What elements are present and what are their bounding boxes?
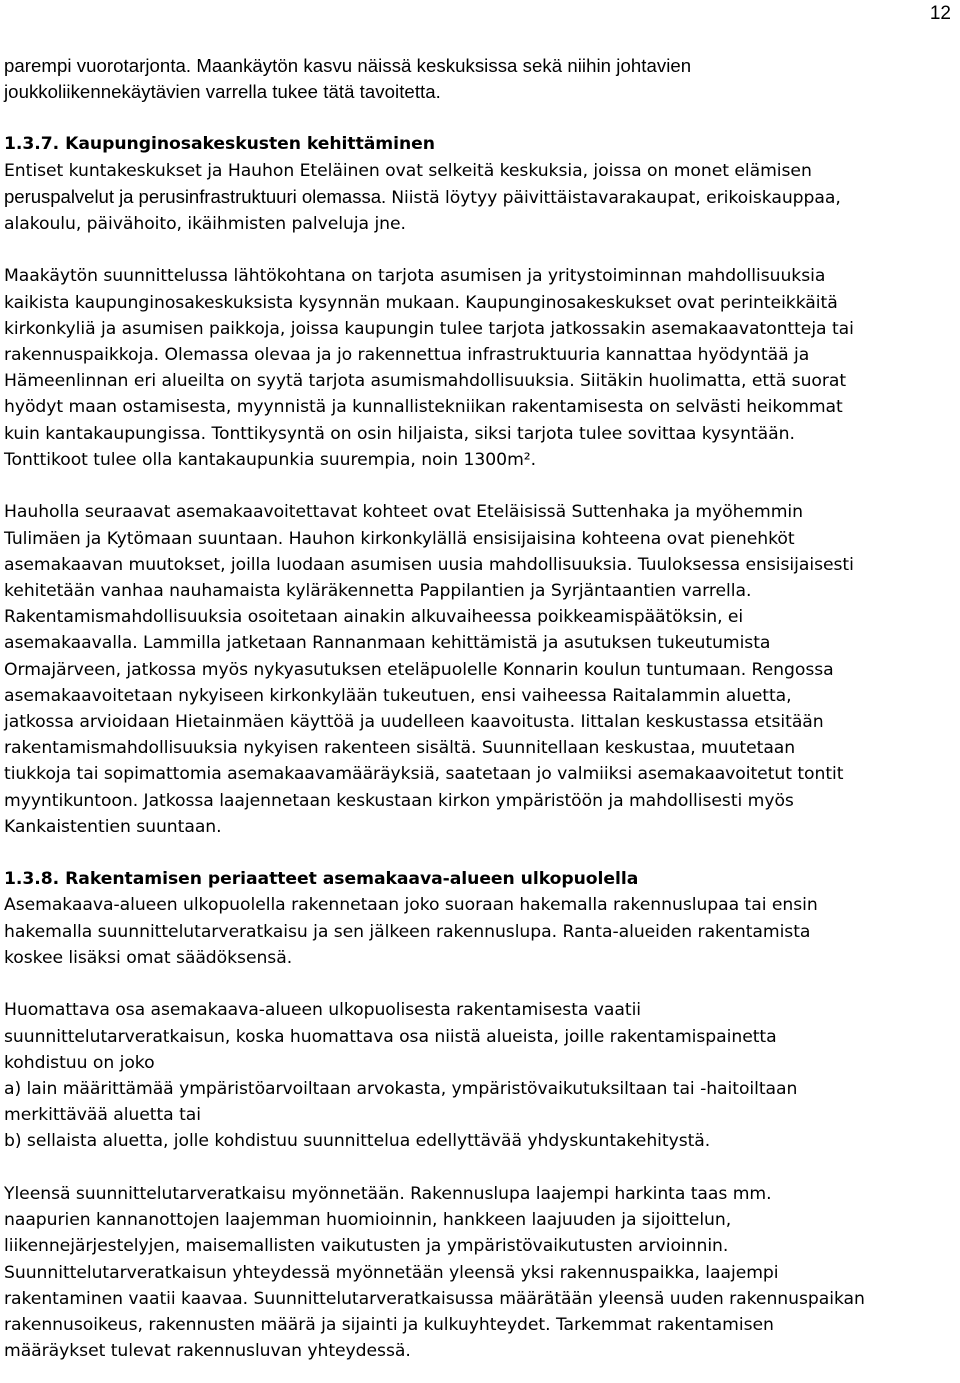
text-line: kehitetään vanhaa nauhamaista kyläräkennetta Pappilantien ja Syrjäntaantien varrella. bbox=[4, 580, 752, 601]
text-line: kaikista kaupunginosakeskuksista kysynnän mukaan. Kaupunginosakeskukset ovat perinteikkäitä bbox=[4, 292, 838, 313]
text-line: liikennejärjestelyjen, maisemallisten vaikutusten ja ympäristövaikutusten arvioinnin. bbox=[4, 1236, 729, 1257]
text-line: Tonttikoot tulee olla kantakaupunkia suurempia, noin 1300m². bbox=[4, 449, 537, 470]
text-line: Kankaistentien suuntaan. bbox=[4, 816, 222, 837]
document-body bbox=[4, 53, 960, 1364]
section-1-3-8 bbox=[4, 866, 960, 1364]
text-line: kuin kantakaupungissa. Tonttikysyntä on osin hiljaista, siksi tarjota tulee sovittaa kysyntään. bbox=[4, 423, 795, 444]
intro-paragraph bbox=[4, 53, 960, 105]
text-line: joukkoliikennekäytävien varrella tukee tätä tavoitetta. bbox=[4, 81, 441, 102]
list-item: b) sellaista aluetta, jolle kohdistuu suunnittelua edellyttävää yhdyskuntakehitystä. bbox=[4, 1131, 711, 1152]
text-line: Rakentamismahdollisuuksia osoitetaan ainakin alkuvaiheessa poikkeamispäätöksin, ei bbox=[4, 607, 744, 628]
text-line: kirkonkyliä ja asumisen paikkoja, joissa kaupungin tulee tarjota jatkossakin asemakaavatontteja tai bbox=[4, 318, 854, 339]
paragraph bbox=[4, 263, 960, 473]
section-heading bbox=[4, 131, 960, 157]
text-line: Yleensä suunnittelutarveratkaisu myönnetään. Rakennuslupa laajempi harkinta taas mm. bbox=[4, 1183, 772, 1204]
paragraph bbox=[4, 499, 960, 840]
list-item: a) lain määrittämää ympäristöarvoiltaan arvokasta, ympäristövaikutuksiltaan tai -haitoiltaan bbox=[4, 1078, 798, 1099]
text-line: Hämeenlinnan eri alueilta on syytä tarjota asumismahdollisuuksia. Siitäkin huolimatta, että suorat bbox=[4, 371, 847, 392]
text-line: hakemalla suunnittelutarveratkaisu ja sen jälkeen rakennuslupa. Ranta-alueiden rakentamista bbox=[4, 921, 811, 942]
paragraph bbox=[4, 1181, 960, 1364]
text-line: Maakäytön suunnittelussa lähtökohtana on tarjota asumisen ja yritystoiminnan mahdollisuuksia bbox=[4, 266, 826, 287]
text-line: rakennusoikeus, rakennusten määrä ja sijainti ja kulkuyhteydet. Tarkemmat rakentamisen bbox=[4, 1314, 774, 1335]
text-line: Entiset kuntakeskukset ja Hauhon Eteläinen ovat selkeitä keskuksia, joissa on monet elämisen bbox=[4, 160, 812, 181]
section-title: Kaupunginosakeskusten kehittäminen bbox=[65, 134, 435, 155]
section-number: 1.3.7. bbox=[4, 134, 66, 155]
text-line: peruspalvelut ja perusinfrastruktuuri olemassa. Niistä löytyy päivittäistavarakaupat, erikoiskauppaa, bbox=[4, 185, 841, 208]
text-line: Tulimäen ja Kytömaan suuntaan. Hauhon kirkonkylällä ensisijaisina kohteena ovat pienehköt bbox=[4, 528, 795, 549]
text-line: koskee lisäksi omat säädöksensä. bbox=[4, 947, 293, 968]
text-line: tiukkoja tai sopimattomia asemakaavamääräyksiä, saatetaan jo valmiiksi asemakaavoitetut tontit bbox=[4, 764, 844, 785]
section-heading bbox=[4, 866, 960, 892]
section-number: 1.3.8. bbox=[4, 869, 66, 890]
text-line: määräykset tulevat rakennusluvan yhteydessä. bbox=[4, 1341, 411, 1362]
text-line: Asemakaava-alueen ulkopuolella rakennetaan joko suoraan hakemalla rakennuslupaa tai ensin bbox=[4, 895, 818, 916]
paragraph bbox=[4, 158, 960, 238]
text-line: Suunnittelutarveratkaisun yhteydessä myönnetään yleensä yksi rakennuspaikka, laajempi bbox=[4, 1262, 779, 1283]
text-line: myyntikuntoon. Jatkossa laajennetaan keskustaan kirkon ympäristöön ja mahdollisesti myös bbox=[4, 790, 794, 811]
paragraph bbox=[4, 997, 960, 1154]
text-line: asemakaavoitetaan nykyiseen kirkonkylään tukeutuen, ensi vaiheessa Raitalammin aluetta, bbox=[4, 685, 792, 706]
text-line: hyödyt maan ostamisesta, myynnistä ja kunnallistekniikan rakentamisesta on selvästi heikommat bbox=[4, 397, 843, 418]
text-line: rakentaminen vaatii kaavaa. Suunnittelutarveratkaisussa määrätään yleensä uuden rakennuspaikan bbox=[4, 1288, 865, 1309]
text-line: rakennuspaikkoja. Olemassa olevaa ja jo rakennettua infrastruktuuria kannattaa hyödyntää ja bbox=[4, 345, 810, 366]
text-line: Hauholla seuraavat asemakaavoitettavat kohteet ovat Eteläisissä Suttenhaka ja myöhemmin bbox=[4, 502, 803, 523]
text-line: rakentamismahdollisuuksia nykyisen rakenteen sisältä. Suunnitellaan keskustaa, muutetaan bbox=[4, 738, 796, 759]
text-line: parempi vuorotarjonta. Maankäytön kasvu näissä keskuksissa sekä niihin johtavien bbox=[4, 55, 692, 76]
section-title: Rakentamisen periaatteet asemakaava-alueen ulkopuolella bbox=[65, 869, 639, 890]
text-line: kohdistuu on joko bbox=[4, 1052, 155, 1073]
text-line: naapurien kannanottojen laajemman huomioinnin, hankkeen laajuuden ja sijoittelun, bbox=[4, 1210, 732, 1231]
text-line: Huomattava osa asemakaava-alueen ulkopuolisesta rakentamisesta vaatii bbox=[4, 1000, 642, 1021]
text-line: asemakaavalla. Lammilla jatketaan Rannanmaan kehittämistä ja asutuksen tukeutumista bbox=[4, 633, 771, 654]
paragraph bbox=[4, 892, 960, 971]
text-line: asemakaavan muutokset, joilla luodaan asumisen uusia mahdollisuuksia. Tuuloksessa ensisijaisesti bbox=[4, 554, 854, 575]
text-line: alakoulu, päivähoito, ikäihmisten palveluja jne. bbox=[4, 213, 406, 234]
text-line: Ormajärveen, jatkossa myös nykyasutuksen eteläpuolelle Konnarin koulun tuntumaan. Rengossa bbox=[4, 659, 834, 680]
text-line: suunnittelutarveratkaisun, koska huomattava osa niistä alueista, joille rakentamispainetta bbox=[4, 1026, 777, 1047]
page-number: 12 bbox=[929, 3, 951, 24]
text-line: jatkossa arvioidaan Hietainmäen käyttöä ja uudelleen kaavoitusta. Iittalan keskustassa etsitään bbox=[4, 711, 824, 732]
text-line: merkittävää aluetta tai bbox=[4, 1105, 201, 1126]
section-1-3-7 bbox=[4, 131, 960, 840]
